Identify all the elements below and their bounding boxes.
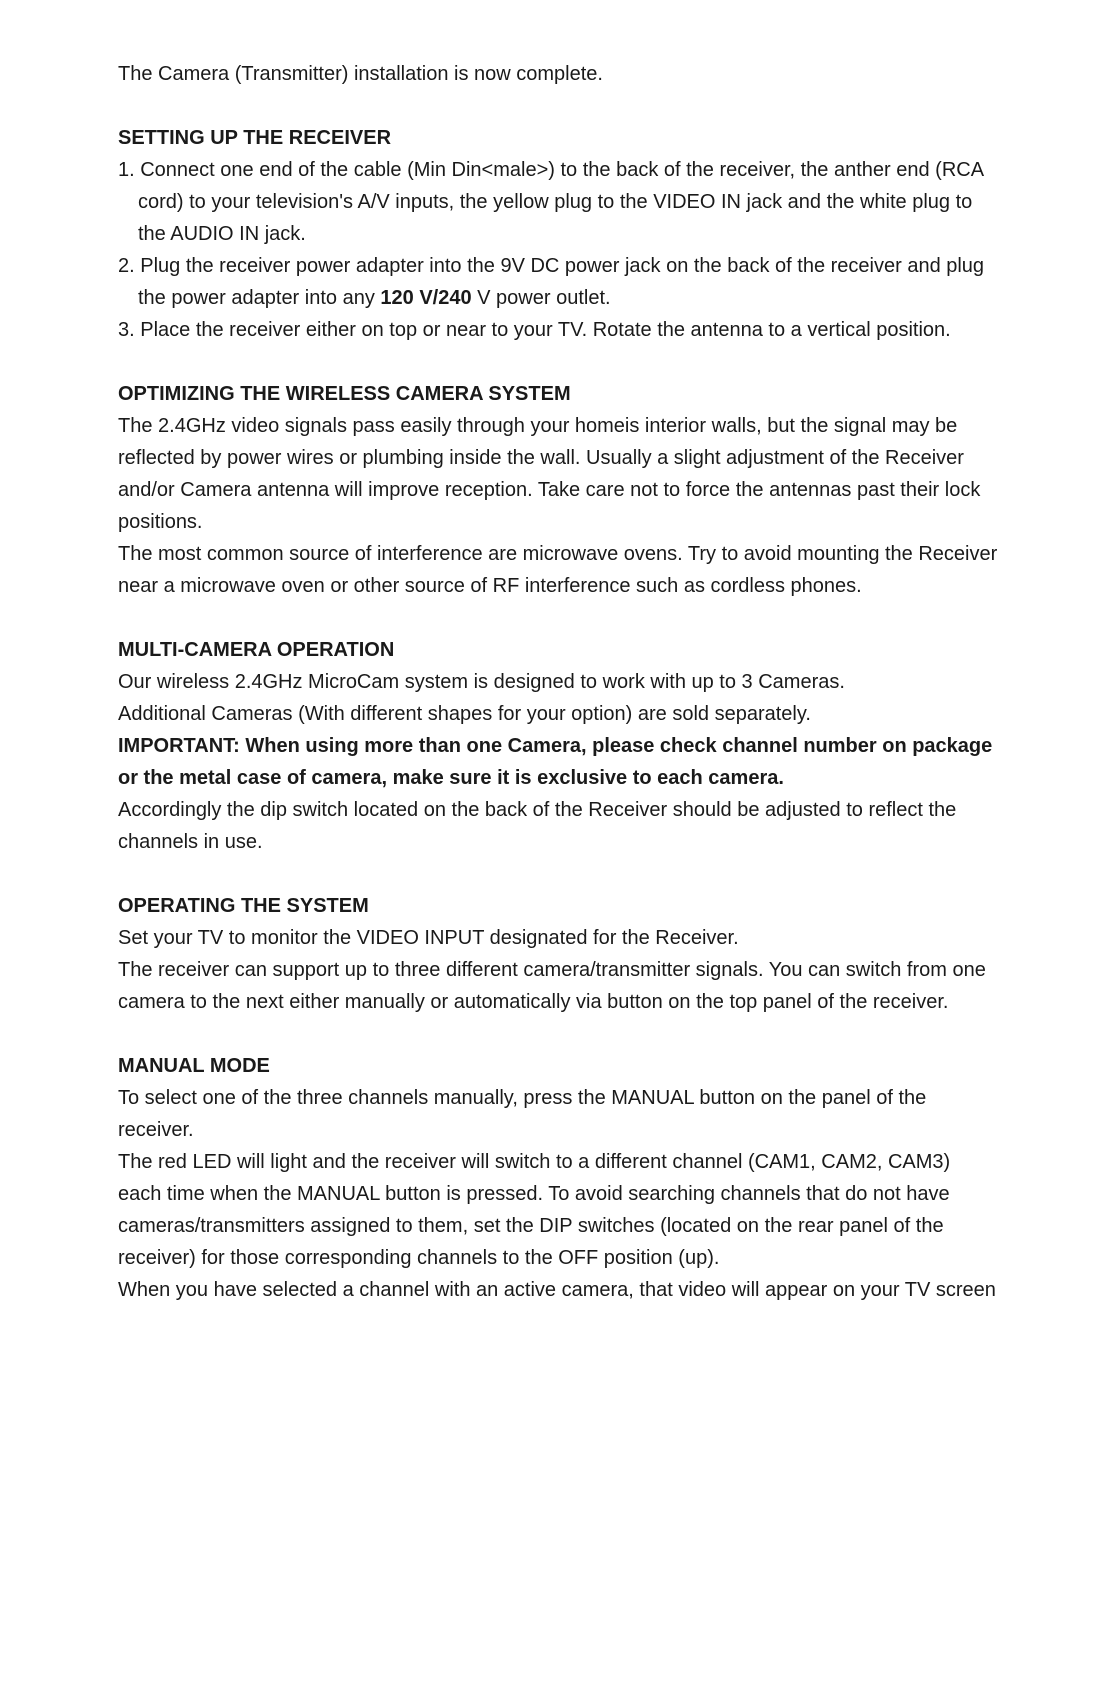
paragraph: Our wireless 2.4GHz MicroCam system is designed to work with up to 3 Cameras.: [118, 671, 845, 693]
section-heading: OPTIMIZING THE WIRELESS CAMERA SYSTEM: [118, 383, 571, 405]
paragraph: When you have selected a channel with an active camera, that video will appear on your TV screen: [118, 1279, 996, 1301]
list-item-2-tail: V power outlet.: [471, 287, 611, 309]
paragraph: To select one of the three channels manually, press the MANUAL button on the panel of the receiver.: [118, 1087, 927, 1141]
paragraph: The most common source of interference are microwave ovens. Try to avoid mounting the Receiver near a microwave oven or other source of RF interference such as cordless phones.: [118, 543, 998, 597]
section-heading: MANUAL MODE: [118, 1055, 270, 1077]
section-setting-up-receiver: [118, 122, 998, 346]
section-heading: OPERATING THE SYSTEM: [118, 895, 369, 917]
section-heading: SETTING UP THE RECEIVER: [118, 127, 392, 149]
list-item-2: [118, 250, 998, 314]
section-heading: MULTI-CAMERA OPERATION: [118, 639, 395, 661]
list-item-2-text: 2. Plug the receiver power adapter into the 9V DC power jack on the back of the receiver and plug the power adapter into any: [118, 255, 985, 309]
section-manual-mode: [118, 1050, 998, 1306]
list-item-3: 3. Place the receiver either on top or near to your TV. Rotate the antenna to a vertical position.: [118, 319, 951, 341]
section-optimizing: [118, 378, 998, 602]
voltage-value: 120 V/240: [380, 287, 472, 309]
document-body: [118, 58, 998, 1306]
paragraph: The receiver can support up to three different camera/transmitter signals. You can switch from one camera to the next either manually or automatically via button on the top panel of the receiver.: [118, 959, 986, 1013]
section-multi-camera: [118, 634, 998, 858]
paragraph: The red LED will light and the receiver will switch to a different channel (CAM1, CAM2, CAM3) each time when the MANUAL button is pressed. To avoid searching channels that do not have cameras/transmitters assigned to them, set the DIP switches (located on the rear panel of the receiver) for those corresponding channels to the OFF position (up).: [118, 1151, 951, 1269]
paragraph: Additional Cameras (With different shapes for your option) are sold separately.: [118, 703, 811, 725]
paragraph: Set your TV to monitor the VIDEO INPUT designated for the Receiver.: [118, 927, 739, 949]
intro-text: The Camera (Transmitter) installation is now complete.: [118, 63, 603, 85]
list-item-1: 1. Connect one end of the cable (Min Din<male>) to the back of the receiver, the anther end (RCA cord) to your television's A/V inputs, the yellow plug to the VIDEO IN jack and the white plug to the AUDIO IN jack.: [118, 159, 983, 245]
section-operating: [118, 890, 998, 1018]
important-notice: IMPORTANT: When using more than one Camera, please check channel number on package or the metal case of camera, make sure it is exclusive to each camera.: [118, 735, 993, 789]
paragraph: The 2.4GHz video signals pass easily through your homeis interior walls, but the signal may be reflected by power wires or plumbing inside the wall. Usually a slight adjustment of the Receiver and/or Camera antenna will improve reception. Take care not to force the antennas past their lock positions.: [118, 415, 981, 533]
paragraph: Accordingly the dip switch located on the back of the Receiver should be adjusted to reflect the channels in use.: [118, 799, 957, 853]
